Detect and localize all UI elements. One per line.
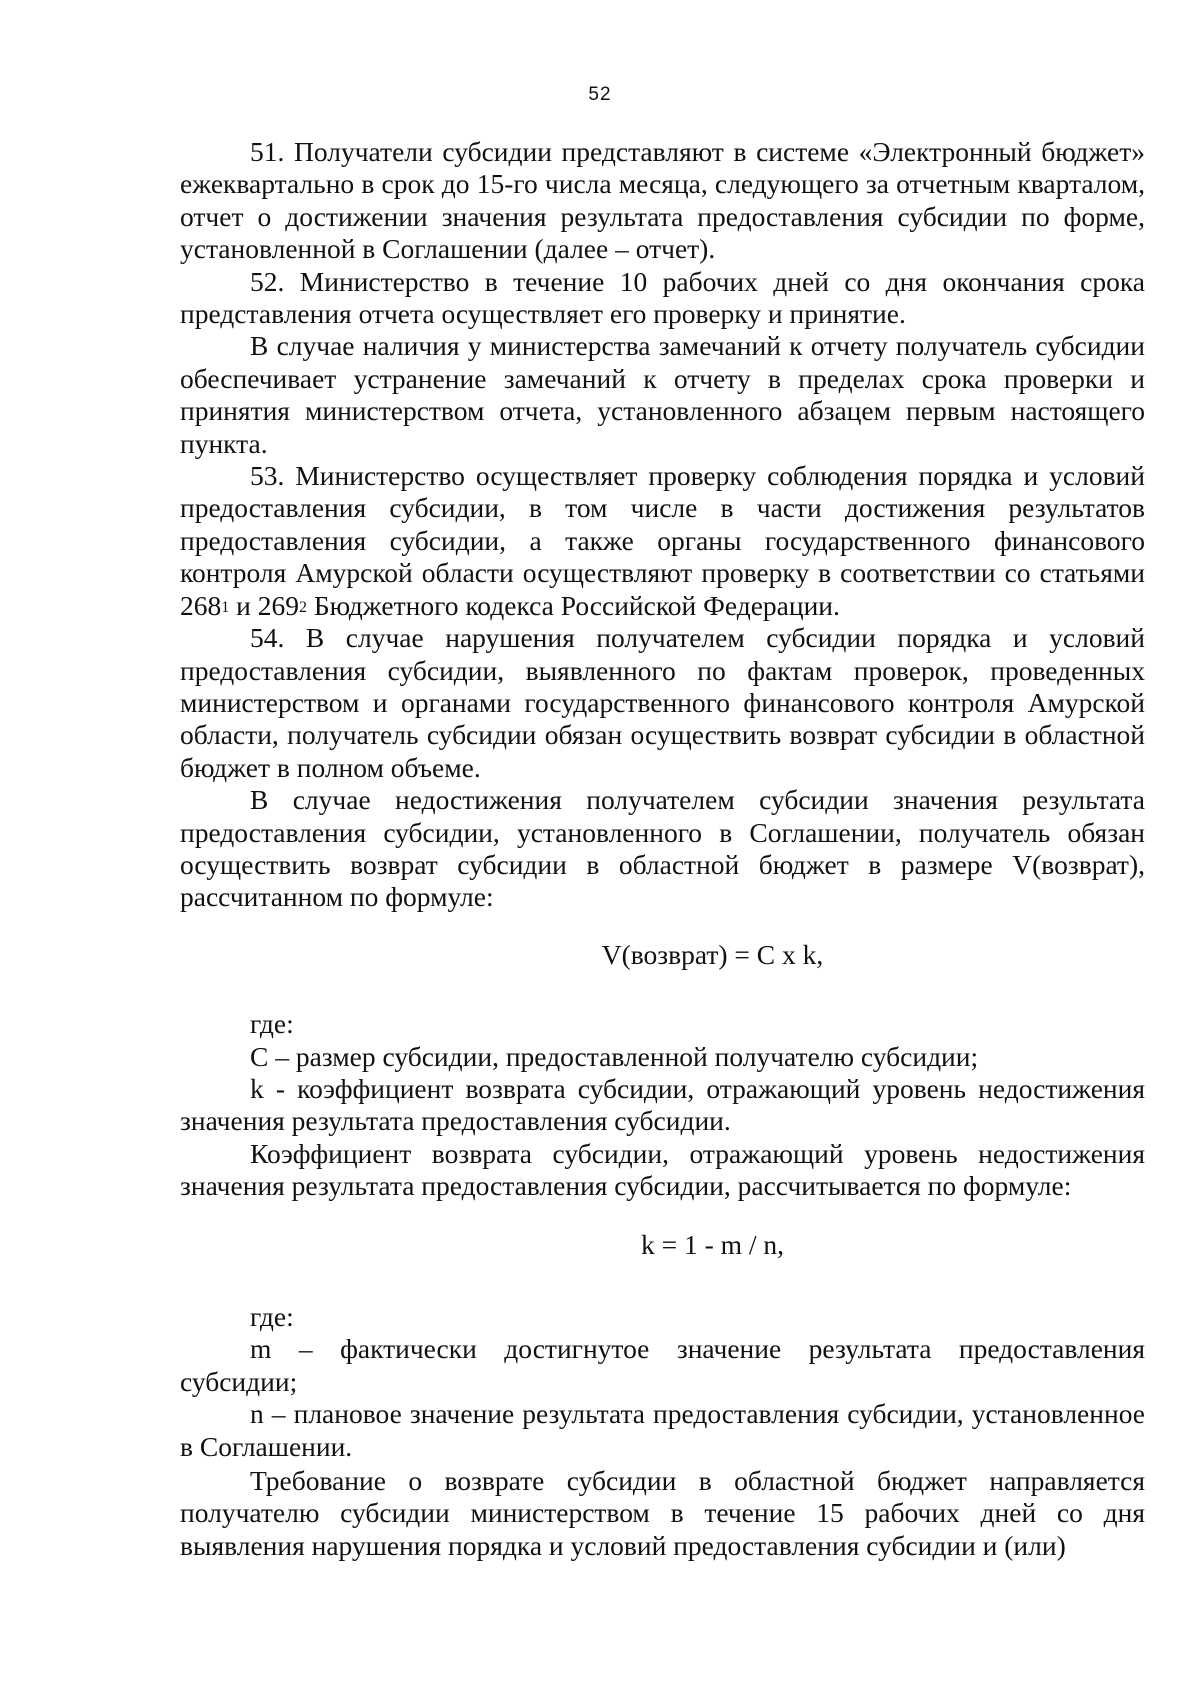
paragraph-52: 52. Министерство в течение 10 рабочих дней со дня окончания срока представления отчета осуществляет его проверку и принятие.	[180, 265, 1145, 330]
where-label-1: где:	[250, 1008, 294, 1040]
paragraph-53-superscript-2: 2	[298, 598, 307, 616]
definition-n: n – плановое значение результата предоставления субсидии, установленное в Соглашении.	[180, 1398, 1145, 1462]
paragraph-53	[180, 460, 1145, 622]
paragraph-53-text-b: и 269	[229, 589, 299, 621]
where-label-2: где:	[250, 1301, 294, 1332]
page-number: 52	[588, 84, 612, 105]
refund-requirement-paragraph: Требование о возврате субсидии в областной бюджет направляется получателю субсидии министерством в течение 15 рабочих дней со дня выявления нарушения порядка и условий предоставления субсидии и (или)	[180, 1465, 1145, 1561]
paragraph-53-text-a: 53. Министерство осуществляет проверку соблюдения порядка и условий предоставления субсидии, в том числе в части достижения результатов предоставления субсидии, а также органы государственного финансового контроля Амурской области осуществляют проверку в соответствии со статьями 268	[180, 460, 1145, 621]
coefficient-paragraph: Коэффициент возврата субсидии, отражающий уровень недостижения значения результата предоставления субсидии, рассчитывается по формуле:	[180, 1137, 1145, 1202]
paragraph-52-remarks: В случае наличия у министерства замечаний к отчету получатель субсидии обеспечивает устранение замечаний к отчету в пределах срока проверки и принятия министерством отчета, установленного абзацем первым настоящего пункта.	[180, 330, 1145, 459]
paragraph-54: 54. В случае нарушения получателем субсидии порядка и условий предоставления субсидии, выявленного по фактам проверок, проведенных министерством и органами государственного финансового контроля Амурской области, получатель субсидии обязан осуществить возврат субсидии в областной бюджет в полном объеме.	[180, 622, 1145, 783]
formula-refund: V(возврат) = C x k,	[601, 938, 824, 970]
definition-c: C – размер субсидии, предоставленной получателю субсидии;	[250, 1040, 979, 1072]
paragraph-53-superscript-1: 1	[221, 598, 230, 616]
paragraph-53-text-c: Бюджетного кодекса Российской Федерации.	[306, 589, 840, 621]
definition-k: k - коэффициент возврата субсидии, отражающий уровень недостижения значения результата предоставления субсидии.	[180, 1072, 1145, 1137]
document-body	[180, 136, 1145, 1562]
formula-coefficient: k = 1 - m / n,	[640, 1228, 785, 1260]
paragraph-51: 51. Получатели субсидии представляют в системе «Электронный бюджет» ежеквартально в срок до 15-го числа месяца, следующего за отчетным кварталом, отчет о достижении значения результата предоставления субсидии по форме, установленной в Соглашении (далее – отчет).	[180, 136, 1145, 265]
definition-m: m – фактически достигнутое значение результата предоставления субсидии;	[180, 1333, 1145, 1397]
paragraph-54-underachievement: В случае недостижения получателем субсидии значения результата предоставления субсидии, установленного в Соглашении, получатель обязан осуществить возврат субсидии в областной бюджет в размере V(возврат), рассчитанном по формуле:	[180, 784, 1145, 913]
